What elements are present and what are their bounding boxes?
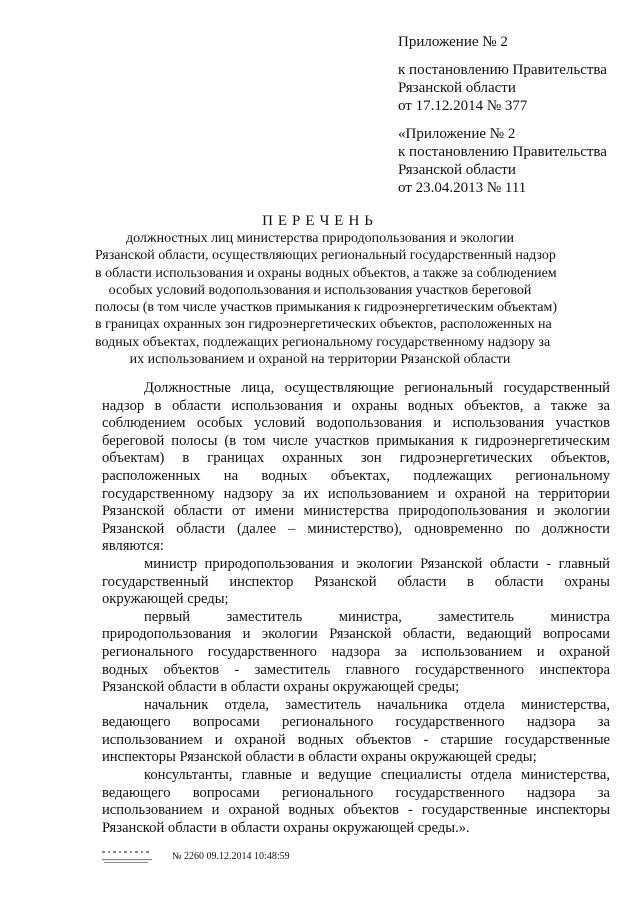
appendix-previous bbox=[398, 125, 628, 197]
body-line: государственный инспектор Рязанской области в области охраны bbox=[102, 573, 610, 590]
list-item-consultants bbox=[102, 767, 610, 837]
body-line: Рязанской области в области охраны окружающей среды.». bbox=[102, 819, 470, 836]
body-line: водных объектов - заместитель главного государственного инспектора bbox=[102, 661, 610, 678]
subtitle-line: особых условий водопользования и использования участков береговой bbox=[108, 282, 532, 298]
intro-paragraph bbox=[102, 380, 610, 556]
body-line: ведающего вопросами регионального государственного надзора за bbox=[102, 784, 610, 801]
subtitle-line: их использованием и охраной на территории Рязанской области bbox=[129, 352, 511, 368]
appendix-current-title: Приложение № 2 bbox=[398, 34, 508, 50]
decree-current-line: Рязанской области bbox=[398, 80, 516, 96]
body-line: ведающего вопросами регионального государственного надзора за bbox=[102, 714, 610, 731]
appendix-current bbox=[398, 33, 628, 51]
subtitle-line: в границах охранных зон гидроэнергетических объектов, расположенных на bbox=[95, 317, 552, 333]
body-line: являются: bbox=[102, 538, 164, 555]
body-line: береговой полосы (в том числе участков примыкания к гидроэнергетическим bbox=[102, 432, 610, 449]
subtitle-line: в области использования и охраны водных объектов, а также за соблюдением bbox=[95, 265, 557, 281]
list-item-department-head bbox=[102, 697, 610, 767]
decree-current bbox=[398, 61, 628, 115]
list-item-minister bbox=[102, 556, 610, 609]
subtitle-line: Рязанской области, осуществляющих региональный государственный надзор bbox=[95, 248, 556, 264]
office-stamp-icon bbox=[100, 848, 160, 868]
body-line: использованием и охраной водных объектов - государственные инспекторы bbox=[102, 802, 610, 819]
body-line: природопользования и экологии Рязанской области, ведающий вопросами bbox=[102, 626, 610, 643]
body-line: министр природопользования и экологии Рязанской области - главный bbox=[144, 555, 610, 572]
document-title: ПЕРЕЧЕНЬ bbox=[262, 213, 378, 229]
decree-current-line: от 17.12.2014 № 377 bbox=[398, 98, 528, 114]
registration-footer bbox=[100, 848, 360, 868]
body-line: соблюдением особых условий водопользования и использования участков bbox=[102, 415, 610, 432]
body-line: консультанты, главные и ведущие специалисты отдела министерства, bbox=[144, 767, 610, 784]
body-line: государственному надзору за их использованием и охраной на территории bbox=[102, 485, 610, 502]
decree-current-line: к постановлению Правительства bbox=[398, 62, 607, 78]
body-line: первый заместитель министра, заместитель министра bbox=[144, 608, 610, 625]
body-line: регионального государственного надзора за использованием и охраной bbox=[102, 643, 610, 660]
subtitle-line: полосы (в том числе участков примыкания к гидроэнергетическим объектам) bbox=[95, 300, 558, 316]
body-line: Рязанской области (далее – министерство), одновременно по должности bbox=[102, 520, 610, 537]
body-line: инспекторы Рязанской области в области охраны окружающей среды; bbox=[102, 749, 537, 766]
body-line: использованием и охраной водных объектов - старшие государственные bbox=[102, 731, 610, 748]
document-body bbox=[102, 380, 610, 837]
body-line: Должностные лица, осуществляющие региональный государственный bbox=[144, 380, 610, 396]
appendix-previous-line: к постановлению Правительства bbox=[398, 144, 607, 160]
body-line: Рязанской области в области охраны окружающей среды; bbox=[102, 679, 460, 696]
subtitle-line: должностных лиц министерства природопользования и экологии bbox=[125, 231, 514, 246]
document-subtitle bbox=[95, 230, 558, 368]
list-item-deputy-minister bbox=[102, 609, 610, 697]
appendix-previous-line: «Приложение № 2 bbox=[398, 126, 516, 142]
appendix-header bbox=[398, 33, 628, 207]
subtitle-line: водных объектах, подлежащих региональному государственному надзору за bbox=[95, 334, 551, 350]
body-line: расположенных на водных объектах, подлежащих региональному bbox=[102, 467, 610, 484]
registration-stamp-text: № 2260 09.12.2014 10:48:59 bbox=[172, 851, 290, 862]
appendix-previous-line: Рязанской области bbox=[398, 162, 516, 178]
body-line: окружающей среды; bbox=[102, 591, 229, 608]
body-line: объектам) в границах охранных зон гидроэнергетических объектов, bbox=[102, 450, 610, 467]
body-line: Рязанской области от имени министерства природопользования и экологии bbox=[102, 503, 610, 520]
appendix-previous-line: от 23.04.2013 № 111 bbox=[398, 180, 527, 196]
body-line: начальник отдела, заместитель начальника отдела министерства, bbox=[144, 696, 610, 713]
body-line: надзор в области использования и охраны водных объектов, а также за bbox=[102, 397, 610, 414]
